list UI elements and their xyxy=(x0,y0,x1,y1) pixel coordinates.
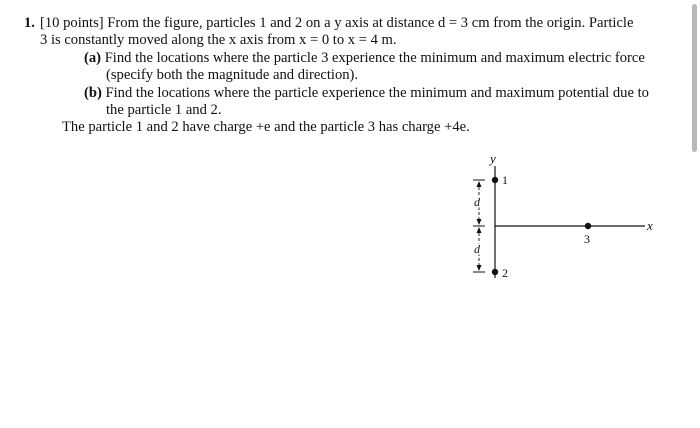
y-axis-label: y xyxy=(490,151,496,166)
particle-figure xyxy=(440,150,670,290)
particle-3-label: 3 xyxy=(584,232,590,246)
particle-2-label: 2 xyxy=(502,266,508,280)
distance-dimension xyxy=(473,180,485,272)
part-a-label: (a) xyxy=(84,50,102,66)
part-b-line-1 xyxy=(84,85,649,102)
particle-1-label: 1 xyxy=(502,173,508,187)
part-b-label: (b) xyxy=(84,85,102,101)
part-a-line-2: (specify both the magnitude and direction). xyxy=(106,67,359,83)
charge-note: The particle 1 and 2 have charge +e and the particle 3 has charge +4e. xyxy=(62,119,470,135)
distance-label-bottom: d xyxy=(474,242,480,256)
part-a-text: Find the locations where the particle 3 experience the minimum and maximum electric force xyxy=(104,50,645,66)
particle-3-dot xyxy=(585,223,591,229)
x-axis-label: x xyxy=(647,218,653,233)
problem-line-1: [10 points] From the figure, particles 1 and 2 on a y axis at distance d = 3 cm from the origin. Particle xyxy=(40,15,634,31)
distance-label-top: d xyxy=(474,195,480,209)
problem-number: 1. xyxy=(24,15,35,31)
part-b-text: Find the locations where the particle experience the minimum and maximum potential due to xyxy=(105,85,649,101)
particle-2-dot xyxy=(492,269,498,275)
particle-1-dot xyxy=(492,177,498,183)
part-b-line-2: the particle 1 and 2. xyxy=(106,102,222,118)
vertical-scrollbar[interactable] xyxy=(692,4,697,152)
part-a-line-1 xyxy=(84,50,645,67)
problem-line-2: 3 is constantly moved along the x axis from x = 0 to x = 4 m. xyxy=(40,32,397,48)
